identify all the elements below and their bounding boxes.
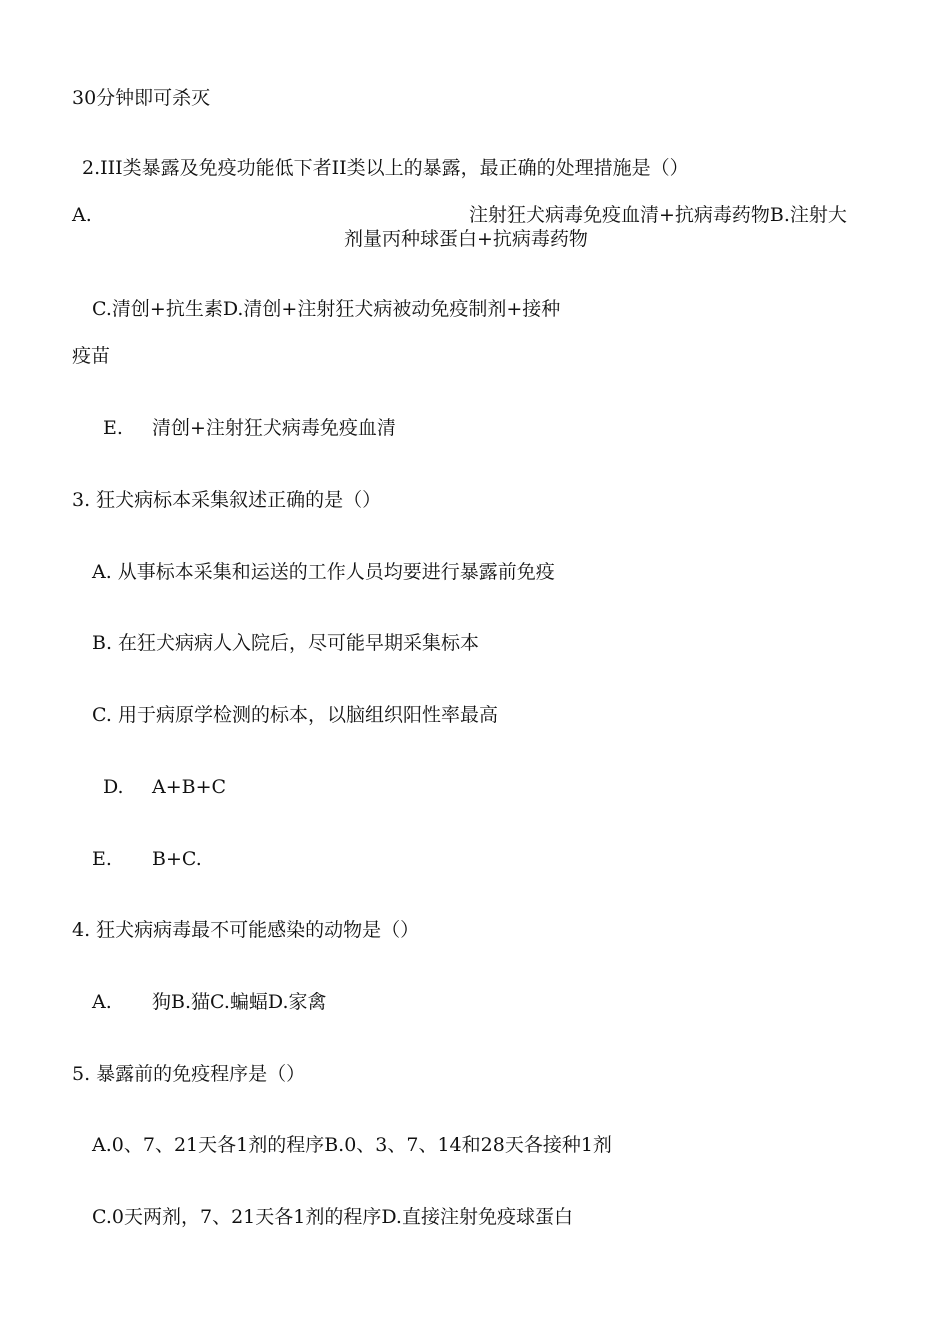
q5-stem: 5. 暴露前的免疫程序是（）: [72, 1063, 306, 1085]
q5-options-line2: C.0天两剂，7、21天各1剂的程序D.直接注射免疫球蛋白: [92, 1206, 573, 1228]
q4-option-a-letter: A.: [92, 991, 112, 1013]
q3-stem: 3. 狂犬病标本采集叙述正确的是（）: [72, 489, 382, 511]
q2-option-cd-cont: 疫苗: [72, 345, 111, 367]
q3-option-a: A. 从事标本采集和运送的工作人员均要进行暴露前免疫: [92, 561, 555, 583]
q2-option-e-text: 清创+注射狂犬病毒免疫血清: [152, 417, 396, 439]
q2-option-cd: C.清创+抗生素D.清创+注射狂犬病被动免疫制剂+接种: [92, 298, 561, 320]
q3-option-d-letter: D.: [103, 776, 124, 798]
q3-option-d-text: A+B+C: [152, 776, 227, 798]
q2-option-a-text-cont: 剂量丙种球蛋白+抗病毒药物: [344, 228, 588, 250]
q4-options: 狗B.猫C.蝙蝠D.家禽: [152, 991, 327, 1013]
q3-option-b: B. 在狂犬病病人入院后，尽可能早期采集标本: [92, 632, 480, 654]
q2-option-a-letter: A.: [72, 204, 92, 226]
q3-option-c: C. 用于病原学检测的标本，以脑组织阳性率最高: [92, 704, 498, 726]
q2-option-e-letter: E.: [103, 417, 123, 439]
q4-stem: 4. 狂犬病病毒最不可能感染的动物是（）: [72, 919, 420, 941]
q3-option-e-text: B+C.: [152, 848, 202, 870]
continuation-text: 30分钟即可杀灭: [72, 87, 211, 109]
q3-option-e-letter: E.: [92, 848, 112, 870]
q2-option-a-text: 注射狂犬病毒免疫血清+抗病毒药物B.注射大: [469, 204, 847, 226]
q5-options-line1: A.0、7、21天各1剂的程序B.0、3、7、14和28天各接种1剂: [92, 1134, 612, 1156]
q2-stem: 2.III类暴露及免疫功能低下者II类以上的暴露，最正确的处理措施是（）: [82, 157, 689, 179]
